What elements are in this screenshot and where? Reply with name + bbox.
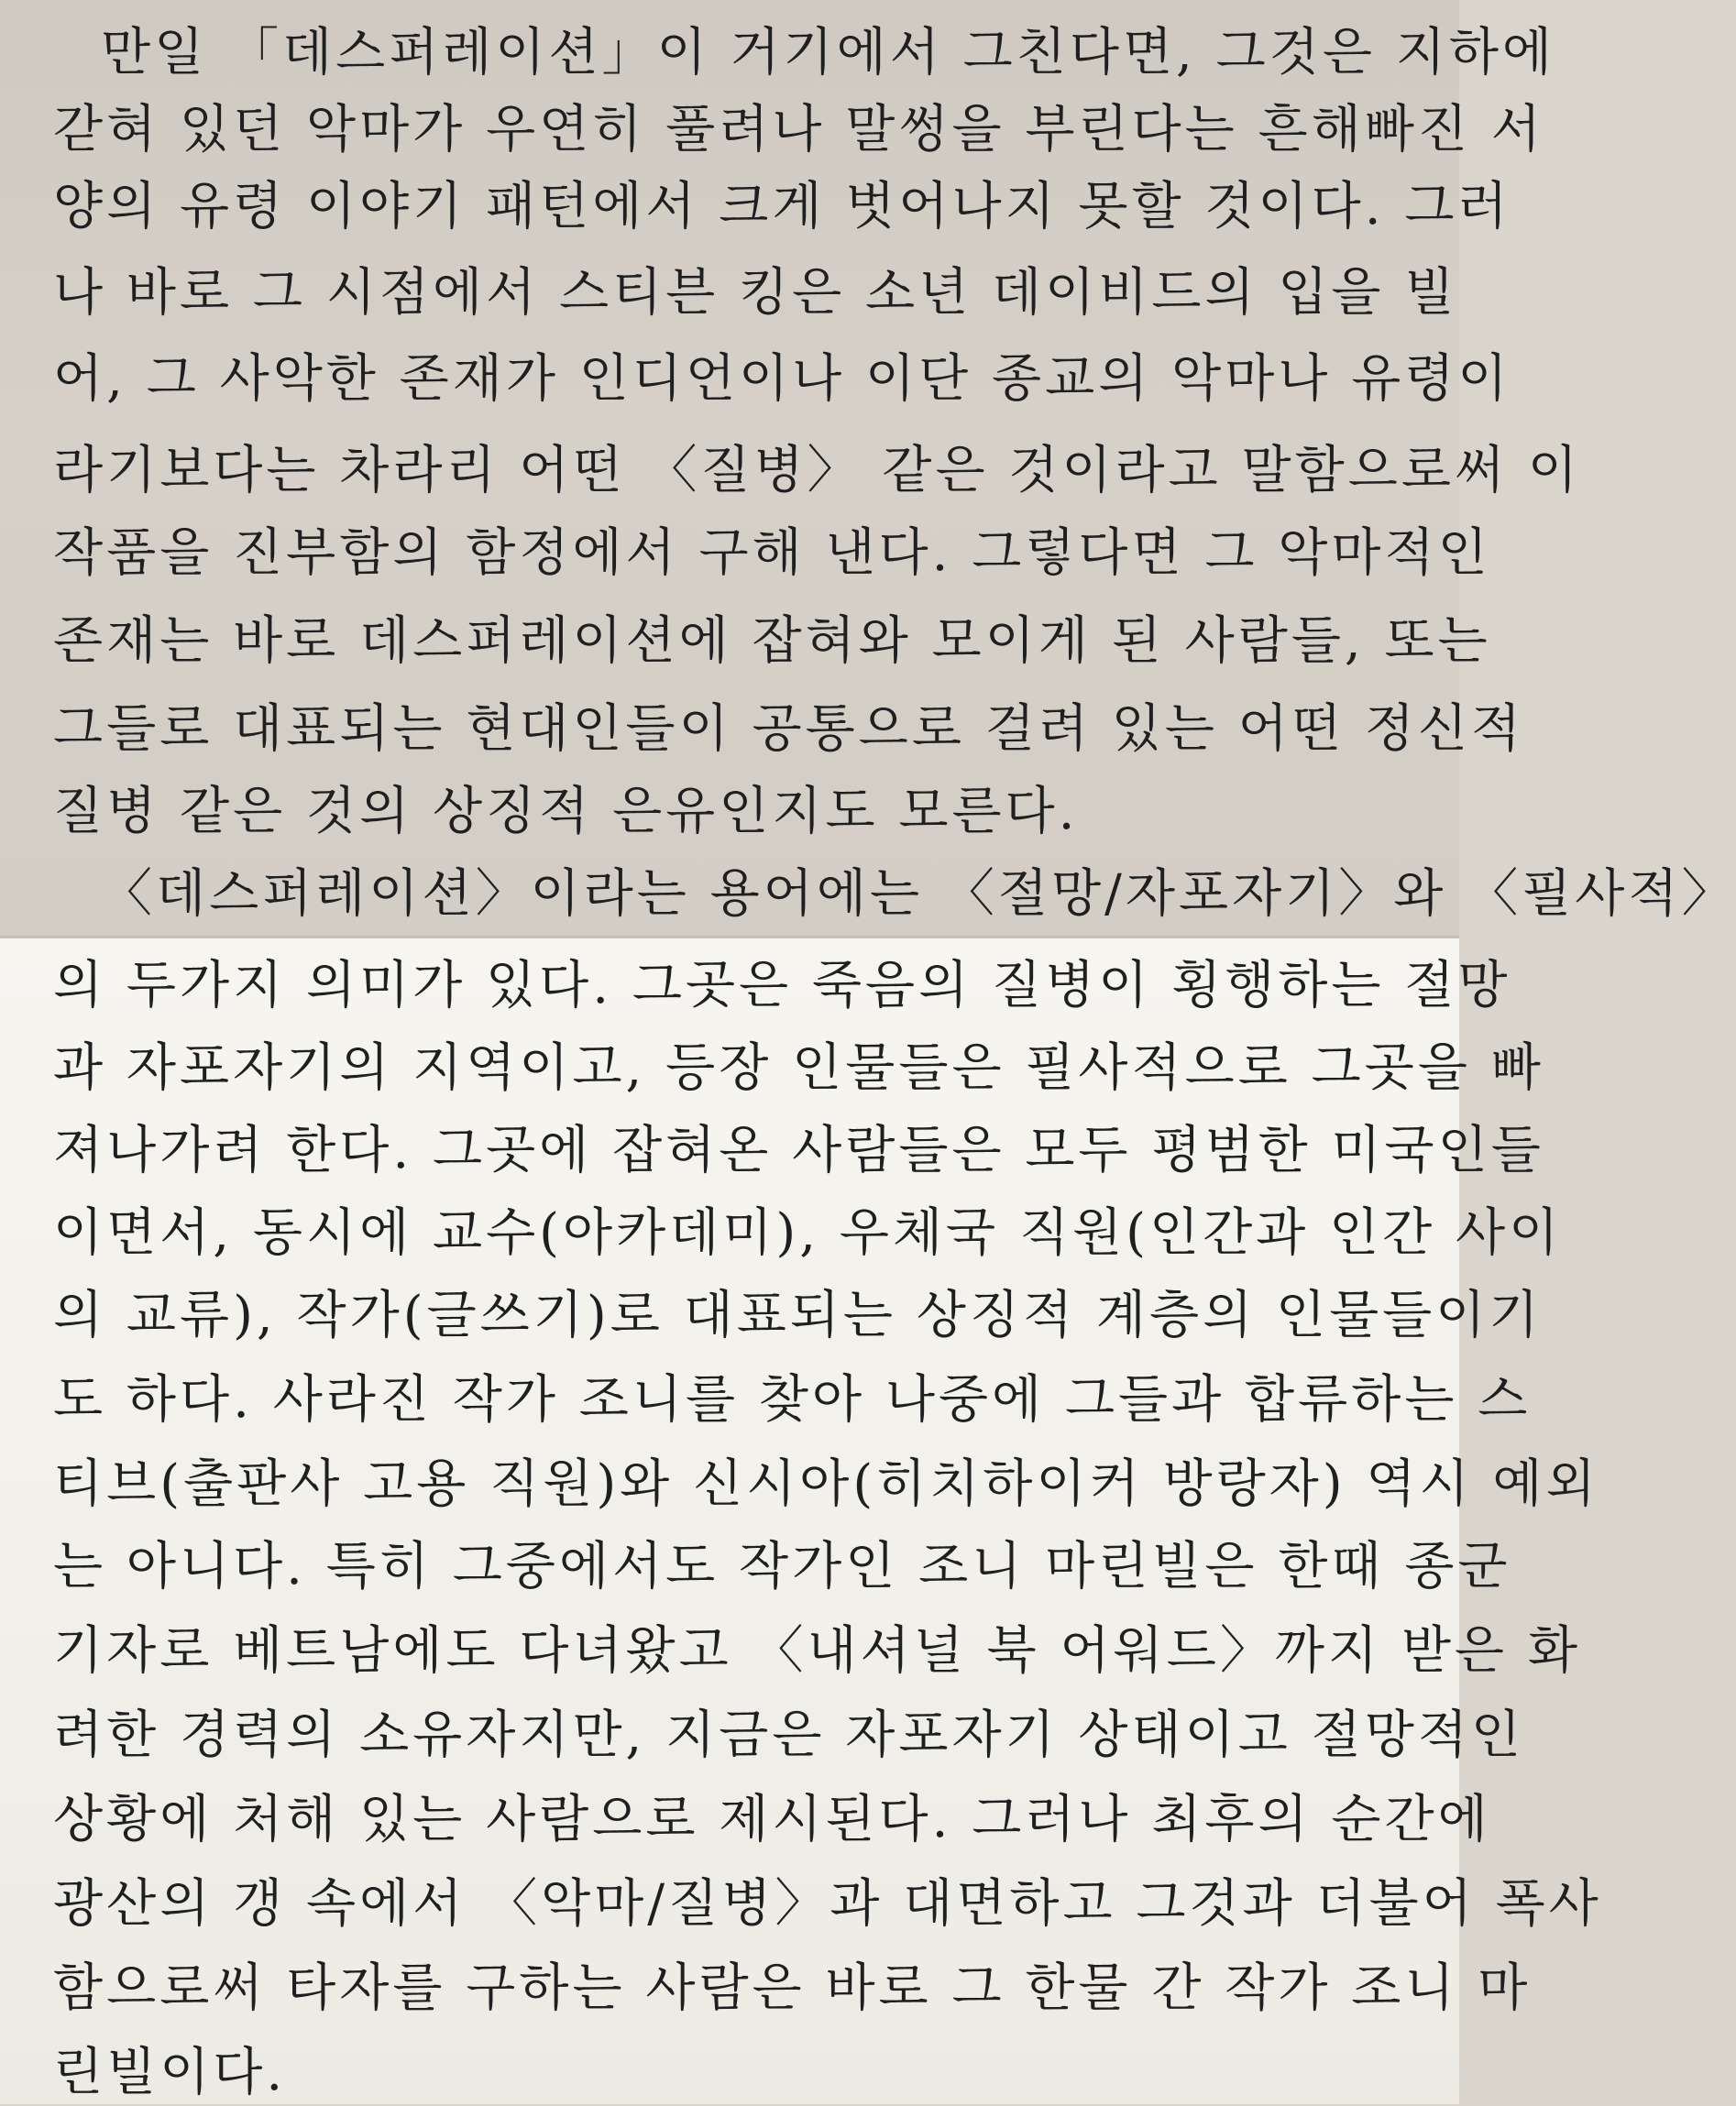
text-line: 〈데스퍼레이션〉이라는 용어에는 〈절망/자포자기〉와 〈필사적〉 xyxy=(101,864,1736,924)
text-line: 만일 「데스퍼레이션」이 거기에서 그친다면, 그것은 지하에 xyxy=(101,23,1556,82)
text-line: 광산의 갱 속에서 〈악마/질병〉과 대면하고 그것과 더불어 폭사 xyxy=(53,1874,1602,1934)
text-line: 과 자포자기의 지역이고, 등장 인물들은 필사적으로 그곳을 빠 xyxy=(53,1038,1544,1098)
text-line: 이면서, 동시에 교수(아카데미), 우체국 직원(인간과 인간 사이 xyxy=(53,1203,1563,1263)
text-line: 도 하다. 사라진 작가 조니를 찾아 나중에 그들과 합류하는 스 xyxy=(53,1370,1532,1430)
text-line: 라기보다는 차라리 어떤 〈질병〉 같은 것이라고 말함으로써 이 xyxy=(53,441,1581,500)
text-line: 는 아니다. 특히 그중에서도 작가인 조니 마린빌은 한때 종군 xyxy=(53,1537,1511,1596)
text-line: 나 바로 그 시점에서 스티븐 킹은 소년 데이비드의 입을 빌 xyxy=(53,263,1458,323)
text-line: 려한 경력의 소유자지만, 지금은 자포자기 상태이고 절망적인 xyxy=(53,1706,1525,1765)
text-line: 티브(출판사 고용 직원)와 신시아(히치하이커 방랑자) 역시 예외 xyxy=(53,1454,1599,1514)
text-line: 상황에 처해 있는 사람으로 제시된다. 그러나 최후의 순간에 xyxy=(53,1790,1491,1849)
text-line: 작품을 진부함의 함정에서 구해 낸다. 그렇다면 그 악마적인 xyxy=(53,523,1491,583)
text-line: 져나가려 한다. 그곳에 잡혀온 사람들은 모두 평범한 미국인들 xyxy=(53,1121,1544,1180)
text-line: 질병 같은 것의 상징적 은유인지도 모른다. xyxy=(53,782,1079,841)
text-line: 양의 유령 이야기 패턴에서 크게 벗어나지 못할 것이다. 그러 xyxy=(53,177,1511,236)
text-line: 의 교류), 작가(글쓰기)로 대표되는 상징적 계층의 인물들이기 xyxy=(53,1286,1543,1345)
text-line: 린빌이다. xyxy=(53,2043,287,2102)
text-line: 그들로 대표되는 현대인들이 공통으로 걸려 있는 어떤 정신적 xyxy=(53,699,1525,759)
text-line: 함으로써 타자를 구하는 사람은 바로 그 한물 간 작가 조니 마 xyxy=(53,1958,1532,2018)
text-line: 존재는 바로 데스퍼레이션에 잡혀와 모이게 된 사람들, 또는 xyxy=(53,611,1491,671)
lower-page-photo xyxy=(0,938,1602,2104)
text-line: 어, 그 사악한 존재가 인디언이나 이단 종교의 악마나 유령이 xyxy=(53,349,1511,409)
text-line: 기자로 베트남에도 다녀왔고 〈내셔널 북 어워드〉까지 받은 화 xyxy=(53,1621,1581,1681)
upper-page-photo xyxy=(0,0,1736,938)
text-line: 갇혀 있던 악마가 우연히 풀려나 말썽을 부린다는 흔해빠진 서 xyxy=(53,100,1544,159)
text-line: 의 두가지 의미가 있다. 그곳은 죽음의 질병이 횡행하는 절망 xyxy=(53,956,1511,1015)
